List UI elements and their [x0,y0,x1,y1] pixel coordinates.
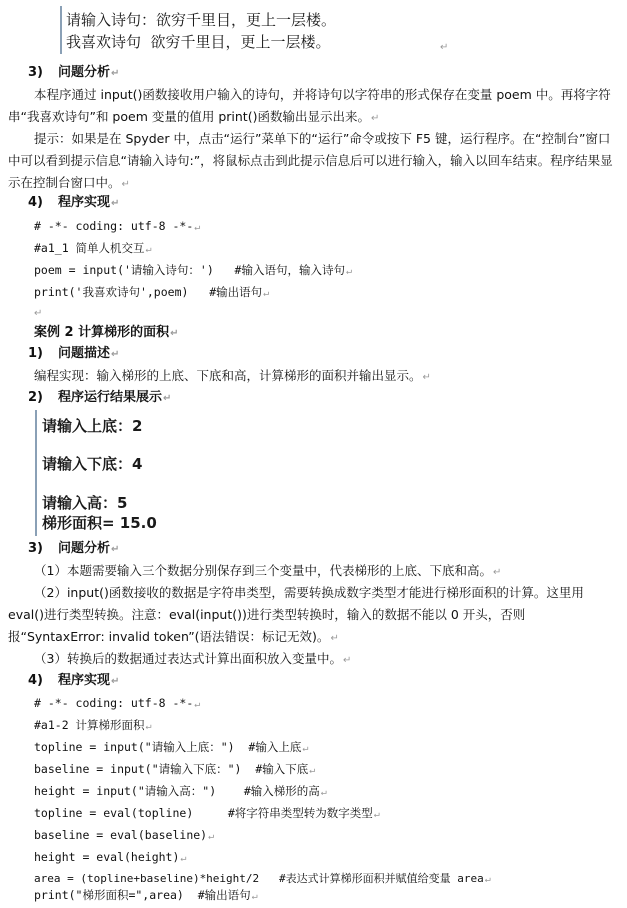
code-line: area = (topline+baseline)*height/2 #表达式计算梯形面积并赋值给变量 area↵ [34,872,491,885]
code-line: topline = input("请输入上底：") #输入上底↵ [34,740,309,754]
output-box-border [35,410,37,536]
paragraph-mark: ↵ [440,42,449,53]
paragraph: 本程序通过 input()函数接收用户输入的诗句，并将诗句以字符串的形式保存在变量 poem 中。再将字符串“我喜欢诗句”和 poem 变量的值用 print()函数输出显示出来。↵ [8,87,611,124]
paragraph: （1）本题需要输入三个数据分别保存到三个变量中，代表梯形的上底、下底和高。↵ [34,563,502,578]
section-heading: 1) 问题描述↵ [28,346,120,361]
paragraph-mark: ↵ [34,308,43,319]
paragraph: 编程实现：输入梯形的上底、下底和高，计算梯形的面积并输出显示。↵ [34,368,431,383]
output-line: 梯形面积= 15.0 [42,514,157,532]
code-line: #a1_1 简单人机交互↵ [34,241,152,255]
output-line: 请输入诗句：欲穷千里目，更上一层楼。 [66,11,337,29]
code-line: baseline = eval(baseline)↵ [34,828,215,842]
output-box-border [60,6,62,54]
code-line: #a1-2 计算梯形面积↵ [34,718,152,732]
code-line: # -*- coding: utf-8 -*-↵ [34,696,201,710]
output-line: 请输入上底：2 [42,417,143,435]
code-line: height = eval(height)↵ [34,850,187,864]
code-line: height = input("请输入高：") #输入梯形的高↵ [34,784,327,798]
section-heading: 2) 程序运行结果展示↵ [28,390,172,405]
code-line: baseline = input("请输入下底：") #输入下底↵ [34,762,316,776]
section-heading: 3) 问题分析↵ [28,541,120,556]
code-line: poem = input('请输入诗句：') #输入语句，输入诗句↵ [34,263,353,277]
paragraph: （3）转换后的数据通过表达式计算出面积放入变量中。↵ [34,651,352,666]
code-line: # -*- coding: utf-8 -*-↵ [34,219,201,233]
section-heading: 4) 程序实现↵ [28,195,120,210]
output-line: 请输入高：5 [42,494,128,512]
code-line: print('我喜欢诗句',poem) #输出语句↵ [34,285,270,299]
paragraph: （2）input()函数接收的数据是字符串类型，需要转换成数字类型才能进行梯形面积的计算。这里用 eval()进行类型转换。注意：eval(input())进行类型转换时，输入的数据不能以 0 开头，否则报“SyntaxError: invalid token”(语法错误：标记无效)。↵ [8,585,584,644]
section-heading: 3) 问题分析↵ [28,65,120,80]
section-heading: 4) 程序实现↵ [28,673,120,688]
output-line: 请输入下底：4 [42,455,143,473]
case-title: 案例 2 计算梯形的面积↵ [34,325,179,340]
code-line: topline = eval(topline) #将字符串类型转为数字类型↵ [34,806,380,820]
paragraph: 提示：如果是在 Spyder 中，点击“运行”菜单下的“运行”命令或按下 F5 键，运行程序。在“控制台”窗口中可以看到提示信息“请输入诗句:”，将鼠标点击到此提示信息后可以进行输入，输入以回车结束。程序结果显示在控制台窗口中。↵ [8,131,613,190]
code-line: print("梯形面积=",area) #输出语句↵ [34,888,258,902]
output-line: 我喜欢诗句 欲穷千里目，更上一层楼。 [66,33,331,51]
